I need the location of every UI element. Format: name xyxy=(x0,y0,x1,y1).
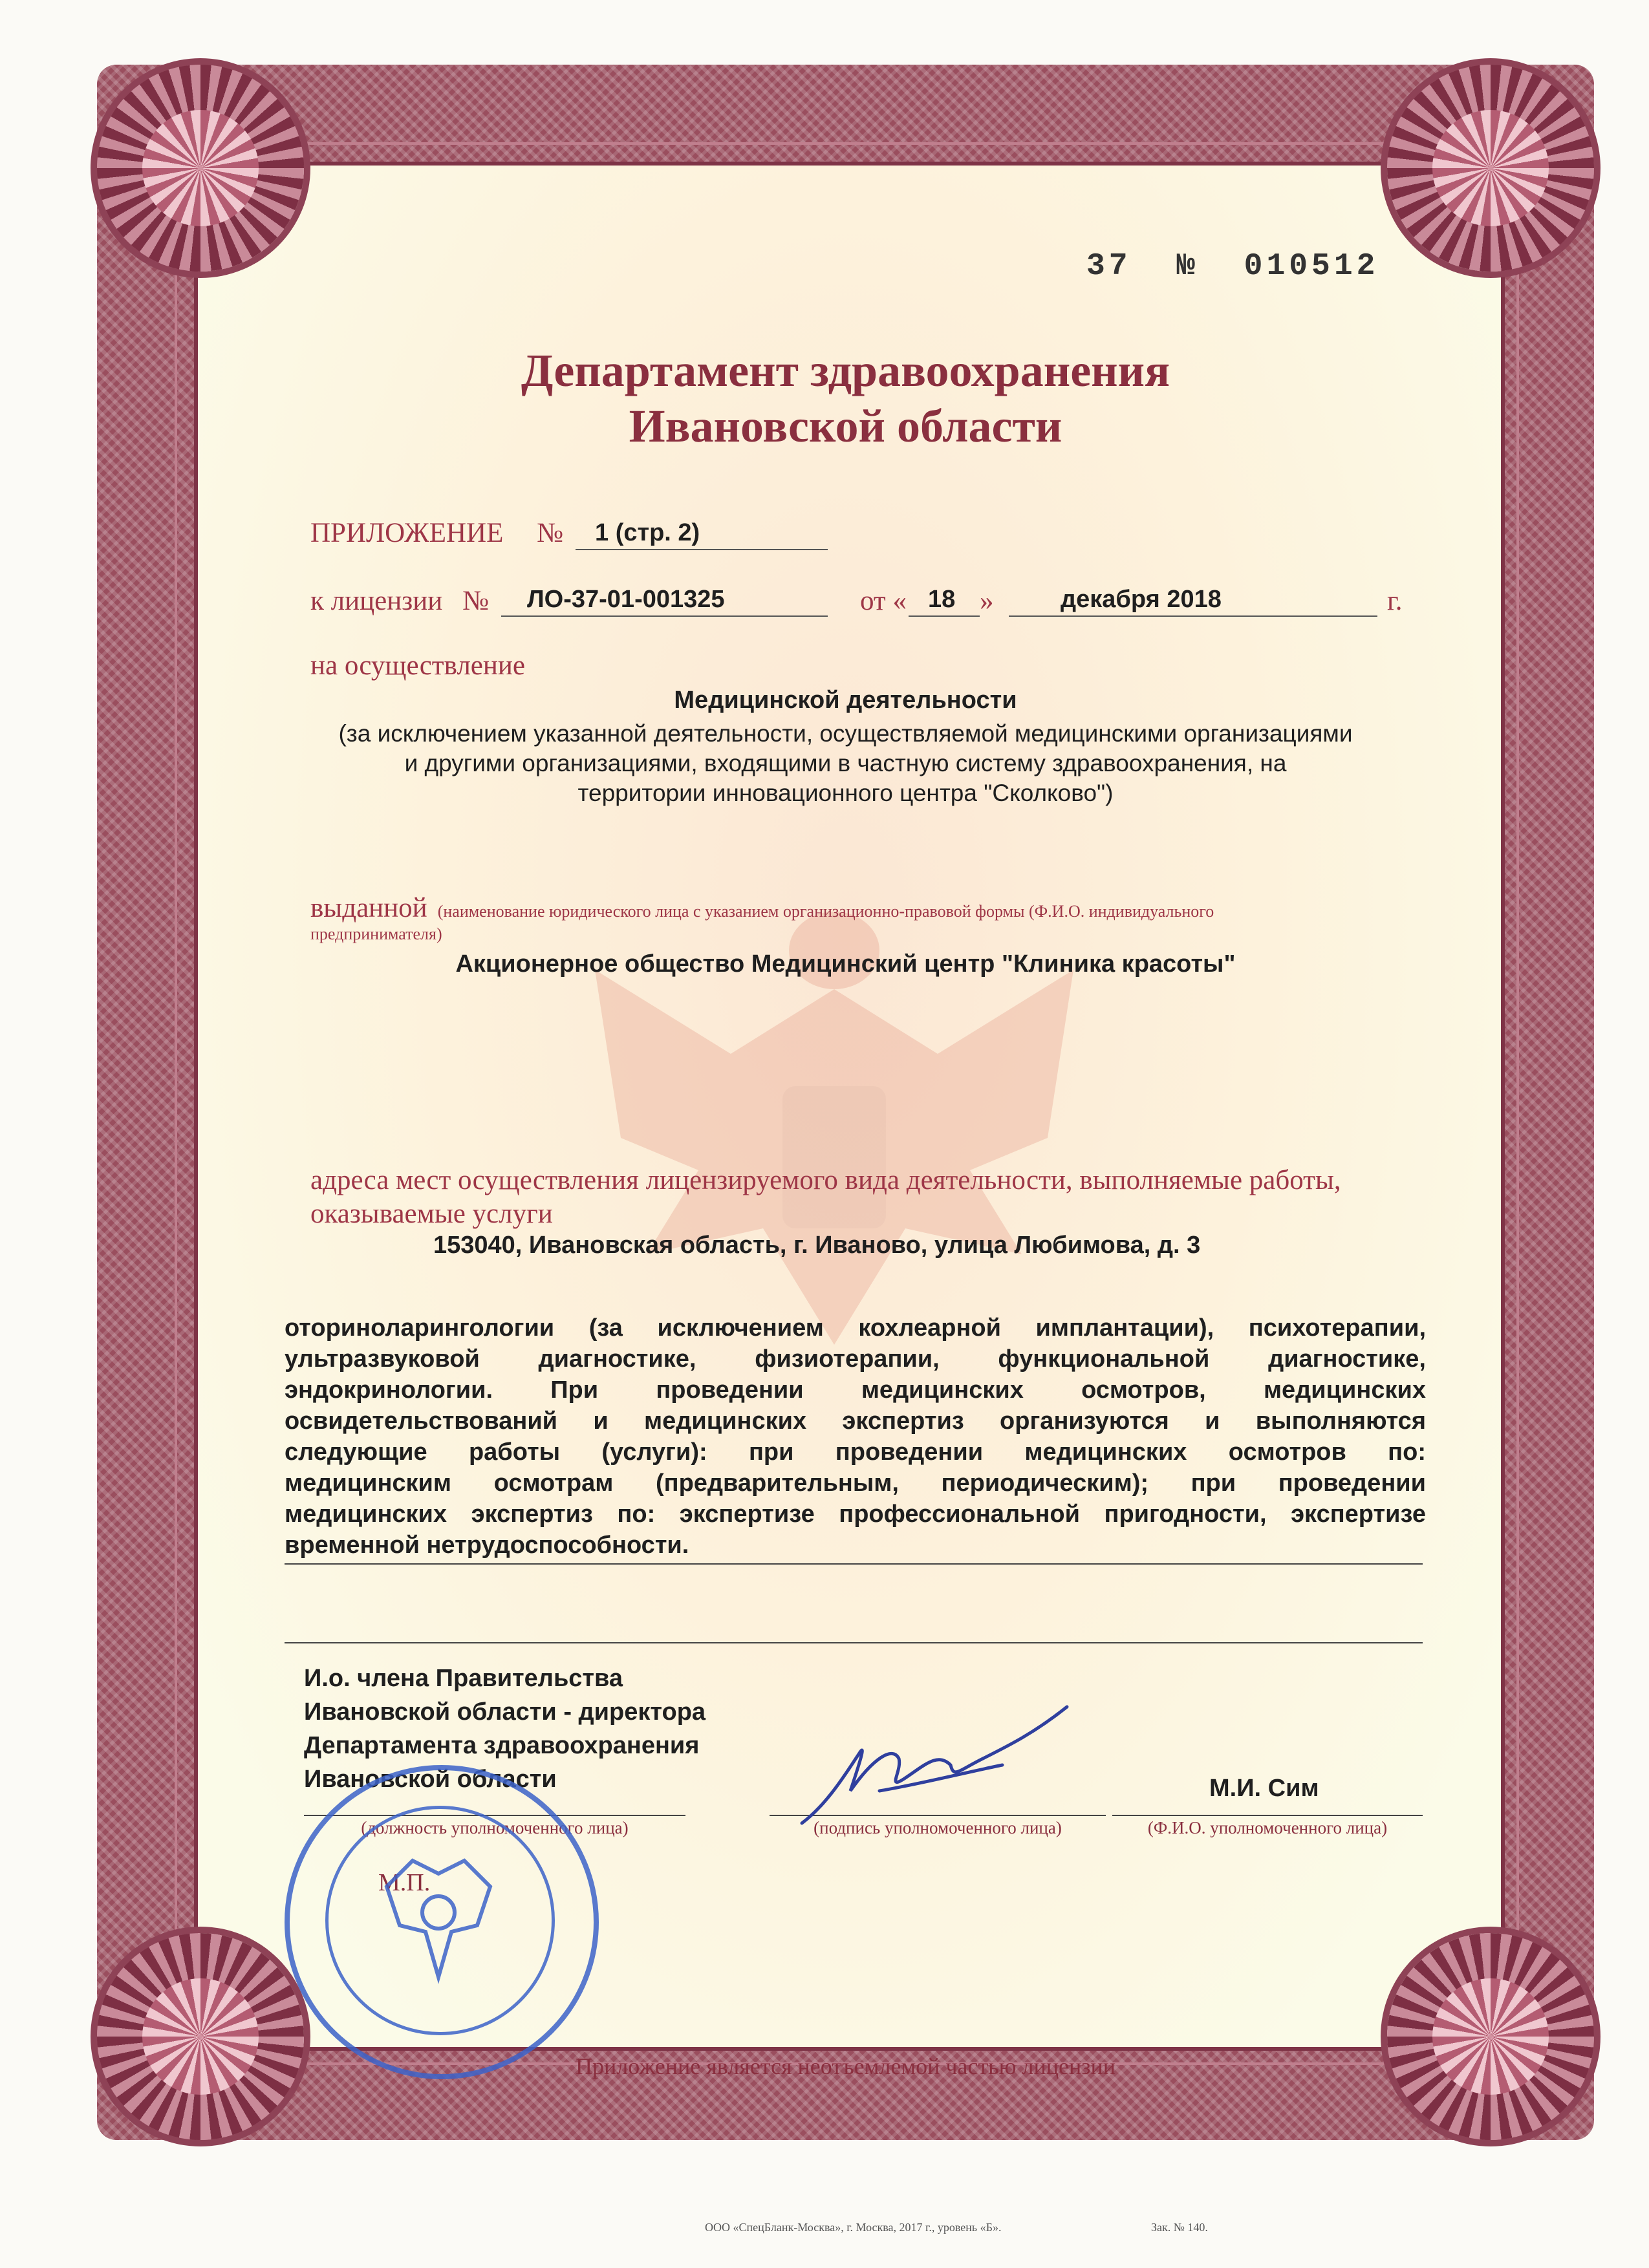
serial-series: 37 xyxy=(1086,249,1132,284)
appendix-footer-note: Приложение является неотъемлемой частью лицензии xyxy=(576,2053,1116,2079)
license-number-sign: № xyxy=(462,586,490,616)
issued-note-line-1: (наименование юридического лица с указанием организационно-правовой формы (Ф.И.О. индивидуального xyxy=(437,902,1214,921)
signatory-position xyxy=(304,1662,706,1796)
section-divider-line xyxy=(285,1642,1423,1643)
caption-position: (должность уполномоченного лица) xyxy=(361,1818,629,1837)
services-line: эндокринологии. При проведении медицинских осмотров, медицинских xyxy=(285,1376,1426,1404)
license-month-year-value: декабря 2018 xyxy=(1061,586,1222,613)
services-line: ультразвуковой диагностике, физиотерапии, функциональной диагностике, xyxy=(285,1345,1426,1373)
activity-note-line: территории инновационного центра "Сколково") xyxy=(577,780,1114,806)
appendix-label: ПРИЛОЖЕНИЕ xyxy=(310,518,504,548)
eagle-icon xyxy=(374,1848,503,1990)
corner-rosette-icon xyxy=(1387,1933,1594,2140)
corner-rosette-icon xyxy=(97,65,304,272)
serial-number-sign: № xyxy=(1176,249,1200,284)
issued-label: выданной xyxy=(310,893,427,923)
activity-label: на осуществление xyxy=(310,650,525,681)
services-line: оториноларингологии (за исключением кохлеарной имплантации), психотерапии, xyxy=(285,1314,1426,1342)
title-line-1: Департамент здравоохранения xyxy=(521,345,1170,396)
license-label: к лицензии xyxy=(310,586,443,616)
activity-note-line: и другими организациями, входящими в частную систему здравоохранения, на xyxy=(404,750,1287,776)
caption-signature: (подпись уполномоченного лица) xyxy=(814,1818,1062,1837)
services-line: следующие работы (услуги): при проведении медицинских осмотров по: xyxy=(285,1439,1426,1466)
license-number-field xyxy=(501,582,828,617)
stamp-place-label: М.П. xyxy=(378,1869,431,1896)
name-signature-line xyxy=(1112,1815,1423,1816)
signatory-position-line: Ивановской области - директора xyxy=(304,1698,706,1726)
license-day-close-quote: » xyxy=(980,586,994,616)
services-end-line xyxy=(285,1563,1423,1565)
serial-number: 010512 xyxy=(1244,249,1379,284)
license-year-suffix: г. xyxy=(1387,586,1403,616)
services-line: медицинских экспертиз по: экспертизе профессиональной пригодности, экспертизе xyxy=(285,1501,1426,1528)
corner-rosette-icon xyxy=(1387,65,1594,272)
services-line: медицинским осмотрам (предварительным, периодическим); при проведении xyxy=(285,1470,1426,1497)
issuing-authority-title xyxy=(194,343,1497,454)
signatory-position-line: Департамента здравоохранения xyxy=(304,1732,700,1759)
license-number-value: ЛО-37-01-001325 xyxy=(527,586,725,613)
services-list xyxy=(285,1312,1426,1561)
activity-note-line: (за исключением указанной деятельности, осуществляемой медицинскими организациями xyxy=(338,720,1353,747)
signatory-position-line: И.о. члена Правительства xyxy=(304,1665,623,1692)
license-day-field xyxy=(909,582,980,617)
issued-to-block xyxy=(310,892,1423,924)
caption-name: (Ф.И.О. уполномоченного лица) xyxy=(1147,1818,1388,1837)
services-line: освидетельствований и медицинских экспертиз организуются и выполняются xyxy=(285,1407,1426,1435)
signatory-position-line: Ивановской области xyxy=(304,1766,557,1793)
activity-note xyxy=(194,719,1497,808)
address-label-line: адреса мест осуществления лицензируемого вида деятельности, выполняемые работы, xyxy=(310,1165,1341,1195)
appendix-number-sign: № xyxy=(537,518,564,548)
corner-rosette-icon xyxy=(97,1933,304,2140)
appendix-number-field xyxy=(576,515,828,550)
printer-order-number: Зак. № 140. xyxy=(1151,2221,1208,2234)
handwritten-signature-icon xyxy=(789,1694,1086,1843)
signatory-name: М.И. Сим xyxy=(1209,1775,1319,1802)
official-seal-stamp xyxy=(285,1765,599,2079)
license-day-value: 18 xyxy=(928,586,956,613)
issued-note-line-2: предпринимателя) xyxy=(310,925,442,943)
form-serial-number xyxy=(1086,249,1379,284)
address-label-line: оказываемые услуги xyxy=(310,1199,553,1229)
license-date-from-label: от « xyxy=(860,586,907,616)
organization-name: Акционерное общество Медицинский центр "Клиника красоты" xyxy=(455,950,1236,978)
printer-info: ООО «СпецБланк-Москва», г. Москва, 2017 г., уровень «Б». xyxy=(705,2221,1002,2234)
services-last-line: временной нетрудоспособности. xyxy=(285,1532,689,1559)
license-month-year-field xyxy=(1009,582,1377,617)
activity-title: Медицинской деятельности xyxy=(674,687,1017,714)
title-line-2: Ивановской области xyxy=(629,400,1062,452)
address-label xyxy=(310,1164,1341,1231)
address-value: 153040, Ивановская область, г. Иваново, улица Любимова, д. 3 xyxy=(433,1232,1201,1259)
appendix-number-value: 1 (стр. 2) xyxy=(595,519,700,546)
